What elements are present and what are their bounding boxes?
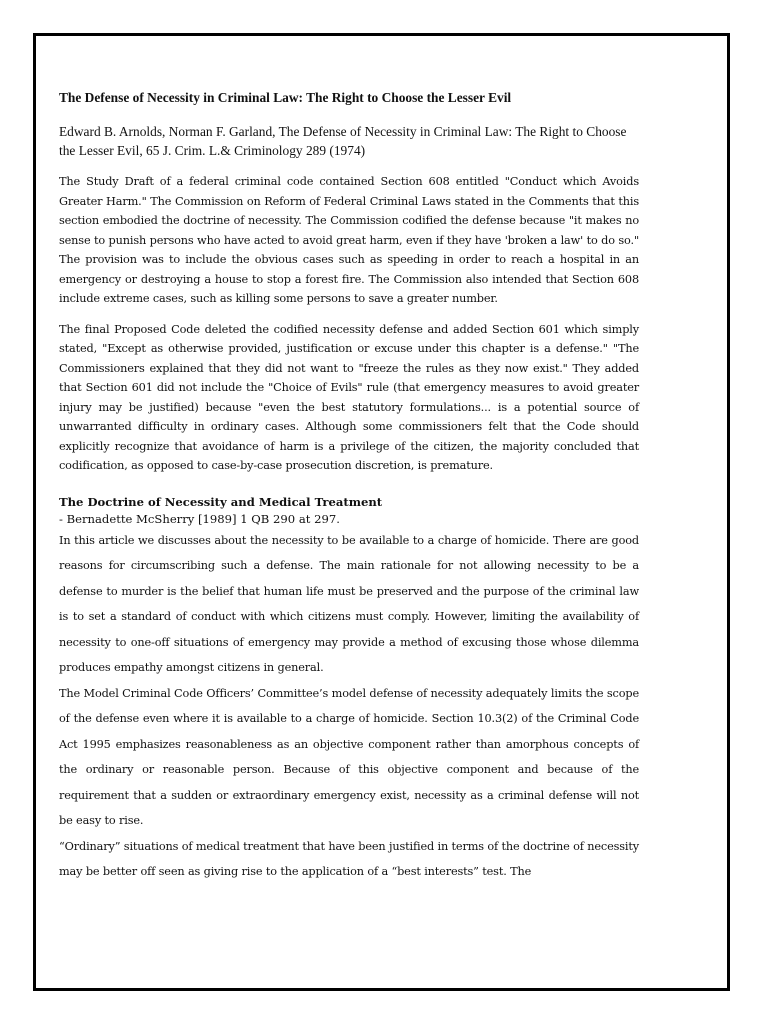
paragraph: In this article we discusses about the necessity to be available to a charge of homicide. There are good reasons for circumscribing such a defense. The main rationale for not allowing necessity to be a defense to murder is the belief that human life must be preserved and the purpose of the criminal law is to set a standard of conduct with which citizens must comply. However, limiting the availability of necessity to one-off situations of emergency may provide a method of excusing those whose dilemma produces empathy amongst citizens in general. — [59, 533, 639, 674]
section-source: - Bernadette McSherry [1989] 1 QB 290 at 297. — [59, 511, 340, 526]
paragraph: The final Proposed Code deleted the codified necessity defense and added Section 601 which simply stated, "Except as otherwise provided, justification or excuse under this chapter is a defense." "The Commissioners explained that they did not want to "freeze the rules as they now exist." They added that Section 601 did not include the "Choice of Evils" rule (that emergency measures to avoid greater injury may be justified) because "even the best statutory formulations... is a potential source of unwarranted difficulty in ordinary cases. Although some commissioners felt that the Code should explicitly recognize that avoidance of harm is a privilege of the citizen, the majority concluded that codification, as opposed to case-by-case prosecution discretion, is premature. — [59, 322, 639, 472]
section-heading: The Doctrine of Necessity and Medical Treatment — [59, 494, 383, 509]
paragraph: The Model Criminal Code Officers’ Committee’s model defense of necessity adequately limits the scope of the defense even where it is available to a charge of homicide. Section 10.3(2) of the Criminal Code Act 1995 emphasizes reasonableness as an objective component rather than amorphous concepts of the ordinary or reasonable person. Because of this objective component and because of the requirement that a sudden or extraordinary emergency exist, necessity as a criminal defense will not be easy to rise. — [59, 686, 639, 827]
document-title: The Defense of Necessity in Criminal Law: The Right to Choose the Lesser Evil — [59, 90, 512, 105]
citation: Edward B. Arnolds, Norman F. Garland, The Defense of Necessity in Criminal Law: The Right to Choose the Lesser Evil, 65 J. Crim. L.& Criminology 289 (1974) — [59, 124, 627, 158]
document-body — [59, 52, 639, 885]
paragraph: “Ordinary” situations of medical treatment that have been justified in terms of the doctrine of necessity may be better off seen as giving rise to the application of a “best interests” test. The — [59, 839, 639, 878]
paragraph: The Study Draft of a federal criminal code contained Section 608 entitled "Conduct which Avoids Greater Harm." The Commission on Reform of Federal Criminal Laws stated in the Comments that this section embodied the doctrine of necessity. The Commission codified the defense because "it makes no sense to punish persons who have acted to avoid great harm, even if they have 'broken a law' to do so." The provision was to include the obvious cases such as speeding in order to reach a hospital in an emergency or destroying a house to stop a forest fire. The Commission also intended that Section 608 include extreme cases, such as killing some persons to save a greater number. — [59, 175, 639, 305]
